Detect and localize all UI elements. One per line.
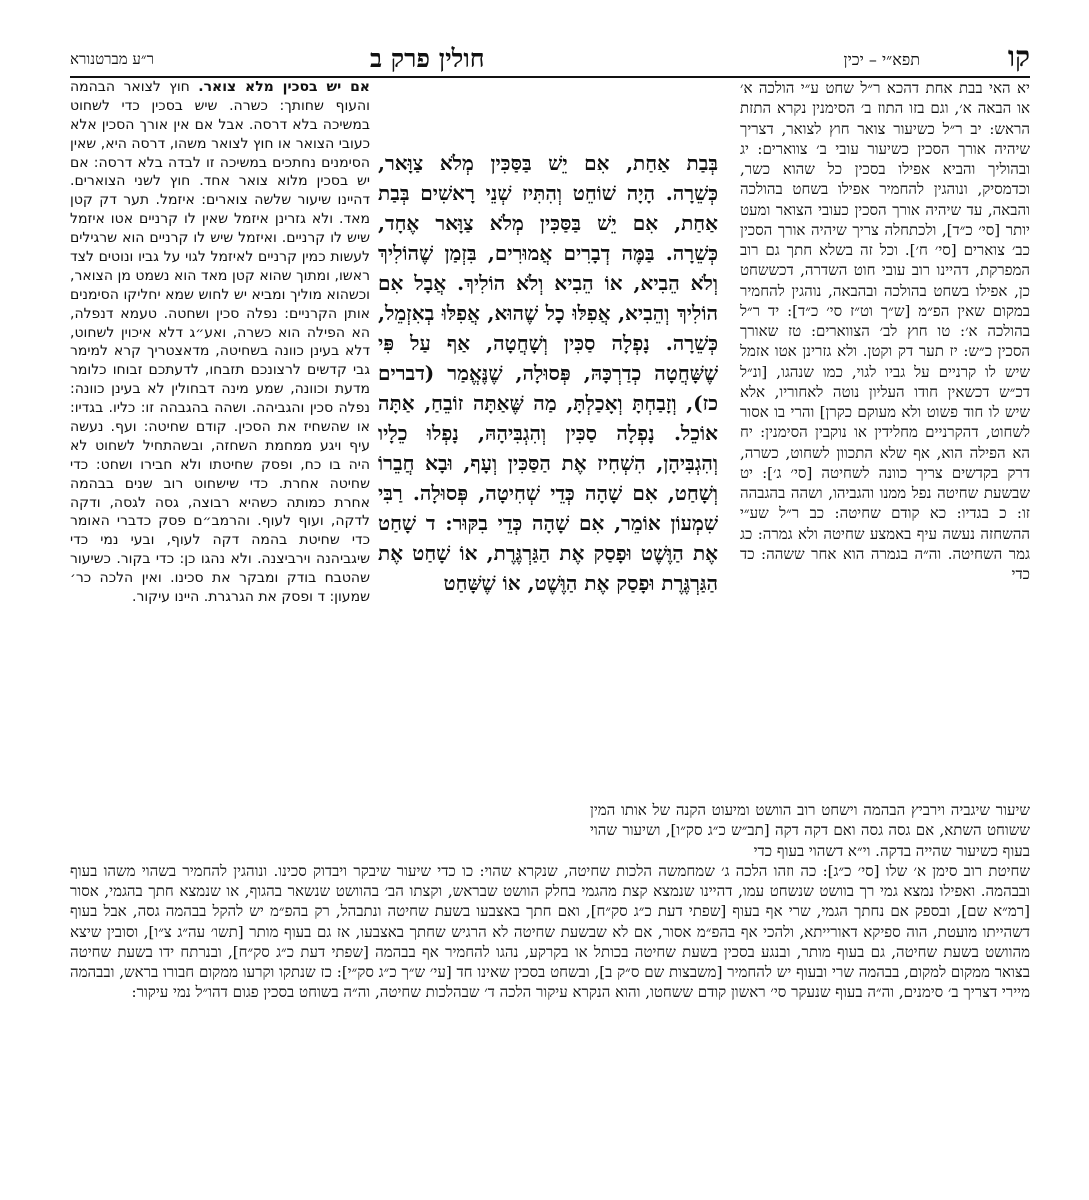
right-commentary-text: יא האי בבת אחת דהכא ר״ל שחט ע״י הולכה א׳ או הבאה א׳, וגם בזו התוז ב׳ הסימנין נקרא התזת הראש: יב ר״ל כשיעור צואר חוץ לצואר, דצריך שיהיה אורך הסכין כשיעור עובי ב׳ צווארים: יג ובהוליך והביא אפילו בסכין כל שהוא כשר, וכדמסיק, ונוהגין להחמיר אפילו בשחט בהולכה והבאה, עד שיהיה אורך הסכין כעובי הצואר ומעט יותר [סי׳ כ״ד], ולכתחלה צריך שיהיה אורך הסכין כב׳ צוארים [סי׳ ח׳]. וכל זה בשלא חתך גם רוב המפרקת, דהיינו רוב עובי חוט השדרה, דכששחט כן, אפילו בשחט בהולכה ובהבאה, נוהגין להחמיר במקום שאין הפ״מ [ש״ך וט״ז סי׳ כ״ד]: יד ר״ל בהולכה א׳: טו חוץ לב׳ הצווארים: טז שאורך הסכין כ״ש: יז תער דק וקטן. ולא גזרינן אטו אזמל שיש לו קרניים על גביו לגוי, כמו שנהגו, [ונ״ל דכ״ש דכשאין חודו העליון נוטה לאחוריו, אלא שיש לו חוד פשוט ולא מעוקם כקרן] והרי בו אסור לשחוט, דהקרניים מחלידין או נוקבין הסימנין: יח הא הפילה הוא, אף שלא התכוון לשחוט, כשרה, דרק בקדשים צריך כוונה לשחיטה [סי׳ ג׳]: יט שבשעת שחיטה נפל ממנו והגביהו, ושהה בהגבהה זו: כ בגדיו: כא קודם שחיטה: כב ר״ל שע״י ההשחזה נעשה עיף באמצע שחיטה ולא גמרה: כג גמר השחיטה. וה״ה בגמרה הוא אחר ששהה: כד כדי: [740, 79, 1030, 583]
bottom-top-row: [70, 800, 1030, 861]
bottom-spacer: [70, 800, 570, 861]
commentary-range: תפא״י – יכין: [843, 50, 920, 69]
bartenura-body: חוץ לצואר הבהמה והעוף שחותך: כשרה. שיש בסכין כדי לשחוט במשיכה בלא דרסה. אבל אם אין אורך הסכין אלא כעובי הצואר או חוץ לצואר משהו, דרסה היא, שאין הסימנים נחתכים במשיכה זו לבדה בלא דרסה: אם יש בסכין מלוא צואר אחד. חוץ לשני הצוארים. דהיינו שיעור שלשה צוארים: איזמל. תער דק קטן מאד. ולא גזרינן איזמל שאין לו קרניים אטו איזמל שיש לו קרניים. ואיזמל שיש לו קרניים הוא שרגילים לעשות כמין קרניים לאיזמל לגוי על גביו ונוטים לצד ראשו, ומתוך שהוא קטן מאד הוא נשמט מן הצואר, וכשהוא מוליך ומביא יש לחוש שמא יחליקו הסימנים אותן הקרניים: נפלה סכין ושחטה. טעמא דנפלה, הא הפילה הוא כשרה, ואע״ג דלא איכוין לשחוט, דלא בעינן כוונה בשחיטה, מדאצטריך קרא למימר גבי קדשים לרצונכם תזבחו, לדעתכם זבוחו כלומר מדעת וכוונה, שמע מינה דבחולין לא בעינן כוונה: נפלה סכין והגביהה. ושהה בהגבהה זו: כליו. בגדיו: או שהשחיז את הסכין. קודם שחיטה: ועף. נעשה עיף ויגע ממחמת השחזה, ובשהתחיל לשחוט לא היה בו כח, ופסק שחיטתו ולא חבירו ושחט: כדי שחיטה אחרת. כדי שישחוט רוב שנים בבהמה אחרת כמותה כשהיא רבוצה, גסה לגסה, ודקה לדקה, ועוף לעוף. והרמב״ם פסק כדברי האומר כדי שחיטת בהמה דקה לעוף, ובעי נמי כדי שיגביהנה וירביצנה. ולא נהגו כן: כדי בקור. כשיעור שהטבח בודק ומבקר את סכינו. ואין הלכה כר׳ שמעון: ד ופסק את הגרגרת. היינו עיקור.: [70, 79, 370, 606]
bottom-commentary: [70, 800, 1030, 1132]
bartenura-lead: אם יש בסכין מלא צואר.: [198, 79, 370, 95]
chapter-title: חולין פרק ב: [370, 44, 485, 73]
tiferet-yisrael-column: [740, 78, 1030, 793]
mishnah-text: בְּבַת אַחַת, אִם יֵשׁ בַּסַּכִּין מְלֹא צַוָּאר, כְּשֵׁרָה. הָיָה שׁוֹחֵט וְהִתִּיז שְׁנֵי רָאשִׁים בְּבַת אַחַת, אִם יֵשׁ בַּסַּכִּין מְלֹא צַוָּאר אֶחָד, כְּשֵׁרָה. בַּמֶּה דְבָרִים אֲמוּרִים, בִּזְמַן שֶׁהוֹלִיךְ וְלֹא הֵבִיא, אוֹ הֵבִיא וְלֹא הוֹלִיךְ. אֲבָל אִם הוֹלִיךְ וְהֵבִיא, אֲפִלּוּ כָל שֶׁהוּא, אֲפִלּוּ בְאִזְמֵל, כְּשֵׁרָה. נָפְלָה סַכִּין וְשָׁחֲטָה, אַף עַל פִּי שֶׁשָּׁחֲטָה כְדַרְכָּהּ, פְּסוּלָה, שֶׁנֶּאֱמַר (דברים כז), וְזָבַחְתָּ וְאָכַלְתָּ, מַה שֶּׁאַתָּה זוֹבֵחַ, אַתָּה אוֹכֵל. נָפְלָה סַכִּין וְהִגְבִּיהָהּ, נָפְלוּ כֵלָיו וְהִגְבִּיהָן, הִשְׁחִיז אֶת הַסַּכִּין וְעָף, וּבָא חֲבֵרוֹ וְשָׁחַט, אִם שָׁהָה כְּדֵי שְׁחִיטָה, פְּסוּלָה. רַבִּי שִׁמְעוֹן אוֹמֵר, אִם שָׁהָה כְּדֵי בִקּוּר: ד שָׁחַט אֶת הַוֶּשֶׁט וּפָסַק אֶת הַגַּרְגֶּרֶת, אוֹ שָׁחַט אֶת הַגַּרְגֶּרֶת וּפָסַק אֶת הַוֶּשֶׁט, אוֹ שֶׁשָּׁחַט: [378, 151, 718, 595]
page-number: קו: [1007, 40, 1030, 73]
commentary-title: ר״ע מברטנורא: [70, 50, 154, 68]
page-header: [70, 42, 1030, 78]
bartenura-column: [70, 78, 370, 793]
bartenura-text: [70, 78, 370, 607]
mishnah-text-column: [378, 148, 718, 788]
bottom-full-width-text: שחיטת רוב סימן א׳ שלו [סי׳ כ״ג]: כה וזהו הלכה ג׳ שמחמשה הלכות שחיטה, שנקרא שהוי: כו כדי שיעור שיבקר ויבדוק סכינו. ונוהגין להחמיר בשהוי משהו בעוף ובבהמה. ואפילו נמצא גמי רך בוושט שנשחט עמו, דהיינו שנמצא קצת מהגמי בחלק הוושט שבראש, וקצתו הב׳ בהוושט שנשאר בהגוף, או שנמצא חתך בהגמי, אסור [רמ״א שם], ובספק אם נחתך הגמי, שרי אף בעוף [שפתי דעת כ״ג סק״ח], ואם חתך באצבעו בשעת שחיטה ונתבהל, רק בהפ״מ יש להקל בבהמה גסה, אבל בעוף דשהייתו מועטת, הוה ספיקא דאורייתא, ולהכי אף בהפ״מ אסור, אם לא שבשעת שחיטה לא הרגיש שחתך באצבעו, אז גם בעוף מותר [תשו׳ עה״ג צ״ו], וסובין שיצא מהוושט בשעת שחיטה, גם בעוף מותר, ובנגע בסכין בשעת שחיטה בכותל או בקרקע, נהגו להחמיר אף בבהמה [שפתי דעת כ״ג סק״ח], ובנרתח ידו בשעת שחיטה בצואר ממקום למקום, בבהמה שרי ובעוף יש להחמיר [משבצות שם ס״ק ב], ובשחט בסכין שאינו חד [עי׳ ש״ך כ״ג סק״י]: כז שנתקו וקרעו ממקום חבורו בראש, ובבהמה מיירי דצריך ב׳ סימנים, וה״ה בעוף שנעקר סי׳ ראשון קודם ששחטו, והוא הנקרא עיקור הלכה ד׳ שבהלכות שחיטה, וה״ה בשוחט בסכין פגום דהו״ל נמי עיקור:: [70, 861, 1030, 1002]
right-commentary-continuation: שיעור שיגביה וירביץ הבהמה וישחט רוב הוושט ומיעוט הקנה של אותו המין ששוחט השתא, אם גסה גסה ואם דקה דקה [תב״ש כ״ג סק״ו], ושיעור שהוי בעוף כשיעור שהייה בדקה. וי״א דשהוי בעוף כדי: [590, 801, 1030, 860]
document-page: [70, 28, 1030, 1138]
